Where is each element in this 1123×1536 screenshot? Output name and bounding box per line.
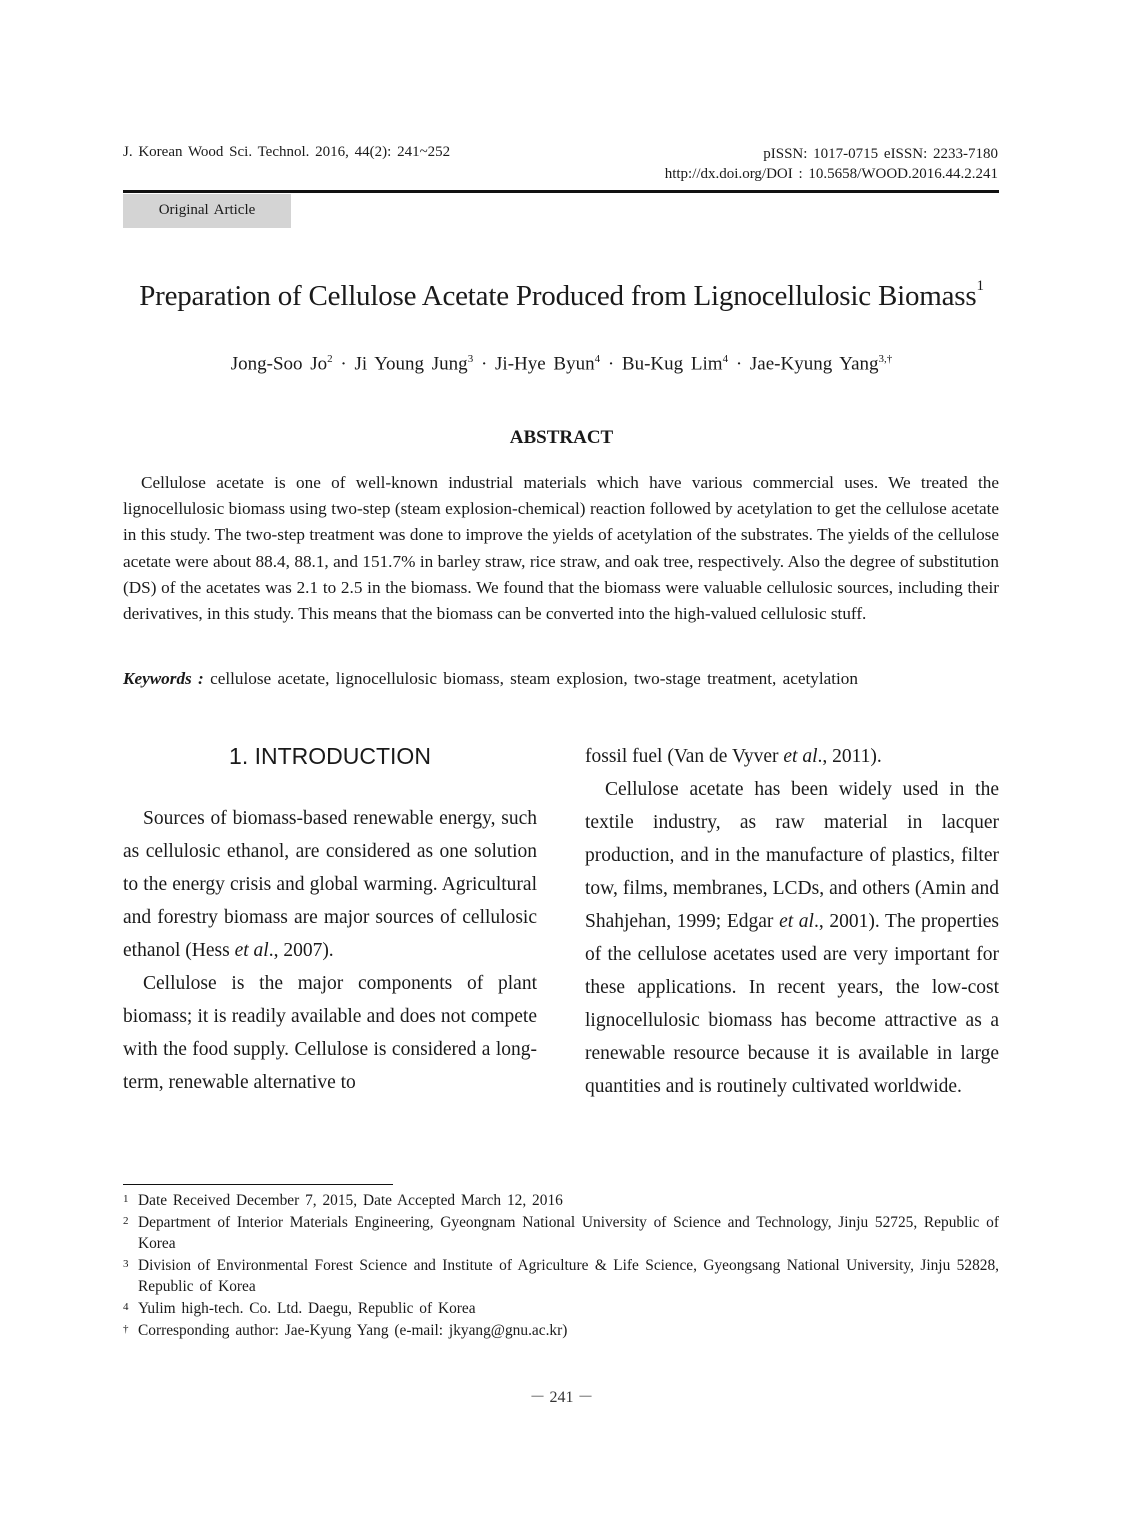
footnote-mark: 4 (123, 1300, 129, 1313)
page-number: － 241 － (529, 1389, 594, 1406)
author-name: Ji-Hye Byun (495, 353, 595, 375)
keywords (123, 669, 999, 689)
title-text: Preparation of Cellulose Acetate Produced from Lignocellulosic Biomass (139, 280, 977, 312)
paragraph: Sources of biomass-based renewable energy, such as cellulosic ethanol, are considered as one solution to the energy crisis and global warming. Agricultural and forestry biomass are major sources of cellulosic ethanol (Hess et al., 2007). (123, 808, 537, 961)
author-affiliation-mark: 3,† (878, 353, 893, 365)
author-name: Jae-Kyung Yang (749, 353, 879, 375)
title-footnote-mark: 1 (976, 278, 984, 295)
author-separator: · (332, 353, 355, 375)
issn-doi-block (665, 144, 998, 184)
author-name: Jong-Soo Jo (230, 353, 328, 375)
right-column (585, 740, 999, 1103)
article-type-badge: Original Article (123, 194, 291, 228)
paragraph: Cellulose is the major components of plant biomass; it is readily available and does not compete with the food supply. Cellulose is considered a long-term, renewable alternative to (123, 973, 537, 1093)
section-heading-introduction: 1. INTRODUCTION (229, 743, 431, 769)
issn-line: pISSN: 1017-0715 eISSN: 2233-7180 (763, 146, 998, 162)
footnote-mark: † (123, 1322, 129, 1335)
doi-link[interactable]: http://dx.doi.org/DOI : 10.5658/WOOD.2016.44.2.241 (664, 166, 998, 182)
author-separator: · (600, 353, 622, 375)
header-rule (123, 190, 999, 193)
footnote: † Corresponding author: Jae-Kyung Yang (e-mail: jkyang@gnu.ac.kr) (123, 1320, 999, 1342)
author-separator: · (473, 353, 496, 375)
author-affiliation-mark: 4 (722, 353, 729, 365)
footnote-mark: 1 (123, 1193, 129, 1205)
author-separator: · (728, 353, 750, 375)
footnote-mark: 2 (123, 1214, 129, 1227)
author-affiliation-mark: 4 (594, 353, 601, 365)
footnotes (123, 1190, 999, 1341)
footnote: 2 Department of Interior Materials Engineering, Gyeongnam National University of Science and Technology, Jinju 52725, Republic of Korea (123, 1212, 999, 1255)
keywords-text: cellulose acetate, lignocellulosic biomass, steam explosion, two-stage treatment, acetylation (210, 669, 858, 688)
footnote-mark: 3 (123, 1257, 129, 1270)
paragraph: Cellulose acetate has been widely used in the textile industry, as raw material in lacquer production, and in the manufacture of plastics, filter tow, films, membranes, LCDs, and others (Amin and Shahjehan, 1999; Edgar et al., 2001). The properties of the cellulose acetates used are very important for these applications. In recent years, the low-cost lignocellulosic biomass has become attractive as a renewable resource because it is available in large quantities and is routinely cultivated worldwide. (585, 779, 999, 1097)
footnote: 4 Yulim high-tech. Co. Ltd. Daegu, Republic of Korea (123, 1298, 999, 1320)
footnote: 1 Date Received December 7, 2015, Date Accepted March 12, 2016 (123, 1190, 999, 1212)
footnote-rule (123, 1184, 393, 1185)
author-name: Ji Young Jung (354, 353, 468, 375)
paper-title (100, 280, 1023, 313)
keywords-label: Keywords : (123, 669, 204, 688)
journal-citation: J. Korean Wood Sci. Technol. 2016, 44(2): 241~252 (123, 144, 451, 160)
abstract-body: Cellulose acetate is one of well-known industrial materials which have various commercial uses. We treated the lignocellulosic biomass using two-step (steam explosion-chemical) reaction followed by acetylation to get the cellulose acetate in this study. The two-step treatment was done to improve the yields of acetylation of the substrates. The yields of the cellulose acetate were about 88.4, 88.1, and 151.7% in barley straw, rice straw, and oak tree, respectively. Also the degree of substitution (DS) of the acetates was 2.1 to 2.5 in the biomass. We found that the biomass were valuable cellulosic sources, including their derivatives, in this study. This means that the biomass can be converted into the high-valued cellulosic stuff. (123, 473, 999, 624)
left-column (123, 802, 537, 1099)
author-affiliation-mark: 2 (327, 353, 333, 365)
author-name: Bu-Kug Lim (621, 353, 723, 375)
author-list (100, 353, 1023, 375)
paragraph-continued: fossil fuel (Van de Vyver et al., 2011). (585, 746, 882, 767)
author-affiliation-mark: 3 (467, 353, 474, 365)
footnote: 3 Division of Environmental Forest Science and Institute of Agriculture & Life Science, Gyeongsang National University, Jinju 52828, Republic of Korea (123, 1255, 999, 1298)
abstract-heading: ABSTRACT (509, 427, 614, 448)
